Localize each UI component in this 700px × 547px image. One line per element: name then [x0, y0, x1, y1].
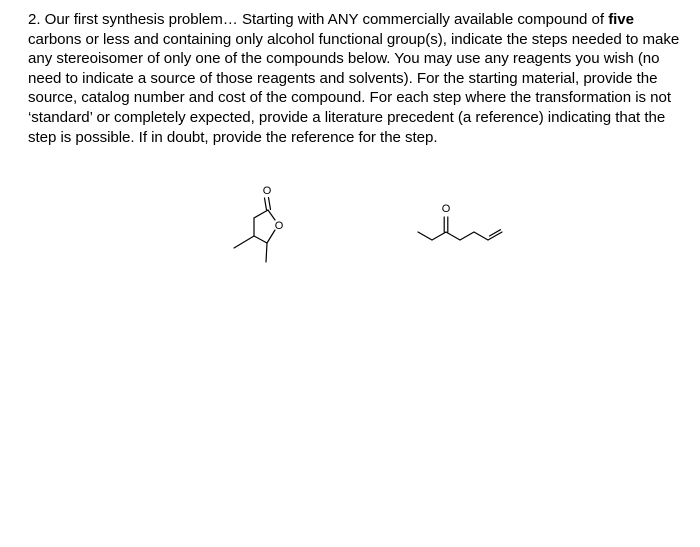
- problem-text-before-bold: 2. Our first synthesis problem… Starting with ANY commercially available compound of: [28, 11, 609, 28]
- compound-lactone-structure: [220, 180, 300, 270]
- problem-bold-word: five: [608, 11, 634, 28]
- compound-enone-structure: [412, 195, 522, 255]
- lactone-bonds: [234, 198, 275, 263]
- lactone-ring-oxygen: O: [274, 220, 284, 232]
- enone-carbonyl-oxygen: O: [441, 203, 451, 215]
- problem-statement: [28, 10, 688, 147]
- problem-text-after-bold: carbons or less and containing only alcohol functional group(s), indicate the steps needed to make any stereoisomer of only one of the compounds below. You may use any reagents you wish (no need to indicate a source of those reagents and solvents). For the starting material, provide the source, catalog number and cost of the compound. For each step where the transformation is not ‘standard’ or completely expected, provide a literature precedent (a reference) indicating that the step is possible. If in doubt, provide the reference for the step.: [28, 30, 680, 146]
- enone-bonds: [418, 217, 502, 240]
- lactone-carbonyl-oxygen: O: [262, 185, 272, 197]
